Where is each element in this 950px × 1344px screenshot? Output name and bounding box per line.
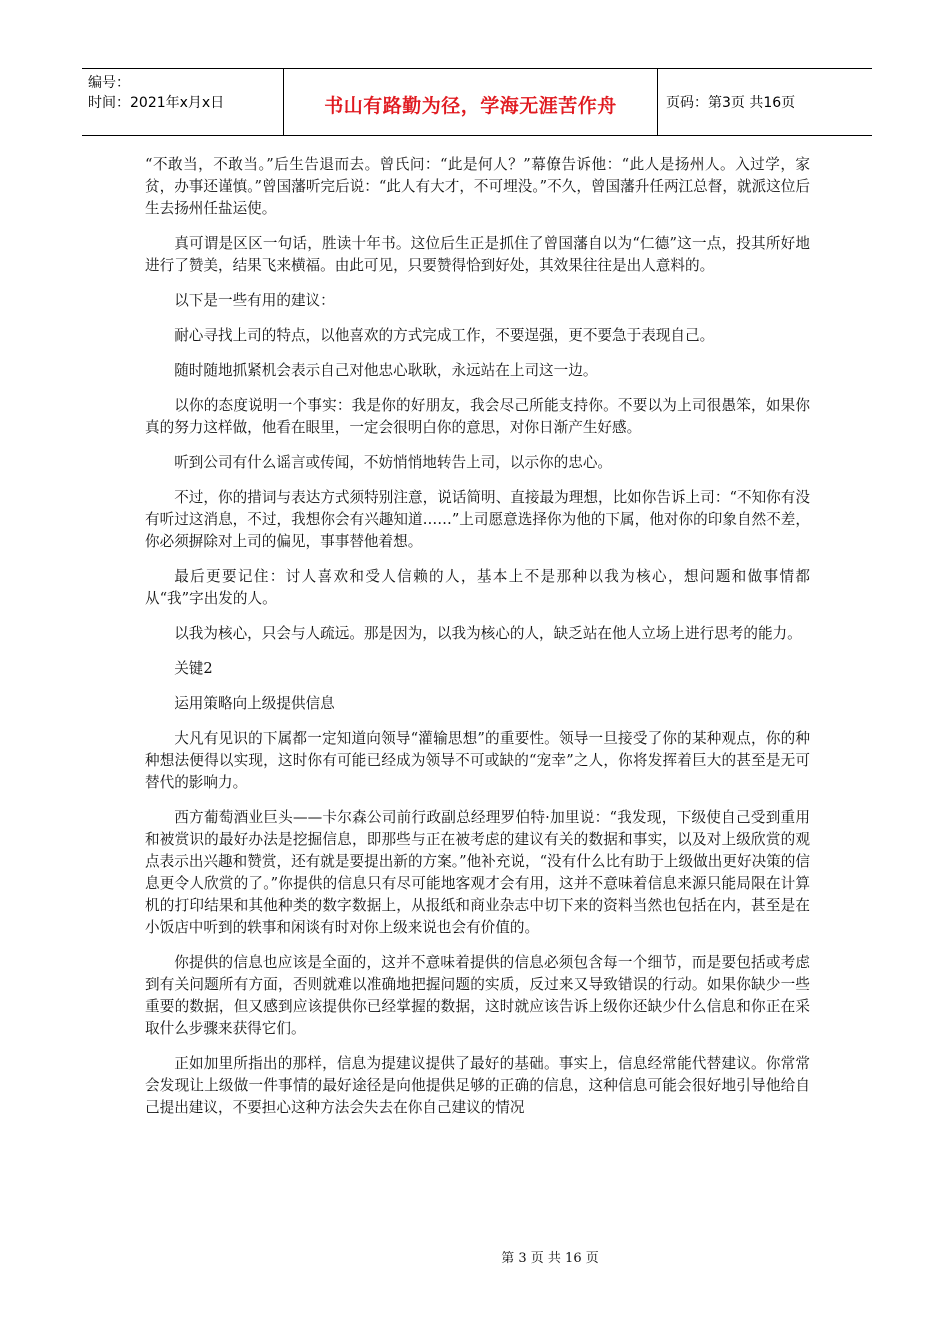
section-subheading: 运用策略向上级提供信息 xyxy=(174,695,335,712)
paragraph: 随时随地抓紧机会表示自己对他忠心耿耿，永远站在上司这一边。 xyxy=(174,362,598,379)
section-heading: 关键2 xyxy=(174,660,213,677)
document-number-label: 编号： xyxy=(88,75,130,91)
paragraph: 以我为核心，只会与人疏远。那是因为，以我为核心的人，缺乏站在他人立场上进行思考的能力。 xyxy=(174,625,802,642)
paragraph: 你提供的信息也应该是全面的，这并不意味着提供的信息必须包含每一个细节，而是要包括或考虑到有关问题所有方面，否则就难以准确地把握问题的实质，反过来又导致错误的行动。如果你缺少一些重要的数据，但又感到应该提供你已经掌握的数据，这时就应该告诉上级你还缺少什么信息和你正在采取什么步骤来获得它们。 xyxy=(145,954,810,1037)
paragraph: 真可谓是区区一句话，胜读十年书。这位后生正是抓住了曾国藩自以为“仁德”这一点，投其所好地进行了赞美，结果飞来横福。由此可见，只要赞得恰到好处，其效果往往是出人意料的。 xyxy=(145,235,810,274)
paragraph: 大凡有见识的下属都一定知道向领导“灌输思想”的重要性。领导一旦接受了你的某种观点，你的种种想法便得以实现，这时你有可能已经成为领导不可或缺的“宠幸”之人，你将发挥着巨大的甚至是无可替代的影响力。 xyxy=(145,730,810,791)
document-header xyxy=(82,68,872,136)
paragraph: 耐心寻找上司的特点，以他喜欢的方式完成工作，不要逞强，更不要急于表现自己。 xyxy=(174,327,715,344)
paragraph: 不过，你的措词与表达方式须特别注意，说话简明、直接最为理想，比如你告诉上司：“不知你有没有听过这消息，不过，我想你会有兴趣知道……”上司愿意选择你为他的下属，他对你的印象自然不差，你必须摒除对上司的偏见，事事替他着想。 xyxy=(145,489,810,550)
paragraph: 最后更要记住：讨人喜欢和受人信赖的人，基本上不是那种以我为核心，想问题和做事情都从“我”字出发的人。 xyxy=(145,568,810,607)
paragraph: 正如加里所指出的那样，信息为提建议提供了最好的基础。事实上，信息经常能代替建议。你常常会发现让上级做一件事情的最好途径是向他提供足够的正确的信息，这种信息可能会很好地引导他给自己提出建议，不要担心这种方法会失去在你自己建议的情况 xyxy=(145,1055,810,1116)
header-page-cell xyxy=(658,69,872,135)
paragraph: “不敢当，不敢当。”后生告退而去。曾氏问：“此是何人？”幕僚告诉他：“此人是扬州人。入过学，家贫，办事还谨慎。”曾国藩听完后说：“此人有大才，不可埋没。”不久，曾国藩升任两江总督，就派这位后生去扬州任盐运使。 xyxy=(145,156,810,217)
paragraph: 以下是一些有用的建议： xyxy=(174,292,335,309)
header-page-info: 页码：第3页 共16页 xyxy=(666,95,796,111)
header-motto-cell xyxy=(284,69,658,135)
footer-page-number: 第 3 页 共 16 页 xyxy=(501,1251,599,1266)
paragraph: 听到公司有什么谣言或传闻，不妨悄悄地转告上司，以示你的忠心。 xyxy=(174,454,613,471)
header-motto: 书山有路勤为径，学海无涯苦作舟 xyxy=(324,94,617,117)
header-meta-cell xyxy=(82,69,284,135)
document-date-label: 时间：2021年x月x日 xyxy=(88,95,225,111)
document-body xyxy=(145,154,810,1132)
paragraph: 以你的态度说明一个事实：我是你的好朋友，我会尽己所能支持你。不要以为上司很愚笨，如果你真的努力这样做，他看在眼里，一定会很明白你的意思，对你日渐产生好感。 xyxy=(145,397,810,436)
page-footer xyxy=(0,1247,950,1266)
paragraph: 西方葡萄酒业巨头——卡尔森公司前行政副总经理罗伯特·加里说：“我发现，下级使自己受到重用和被赏识的最好办法是挖掘信息，即那些与正在被考虑的建议有关的数据和事实，以及对上级欣赏的观点表示出兴趣和赞赏，还有就是要提出新的方案。”他补充说，“没有什么比有助于上级做出更好决策的信息更令人欣赏的了。”你提供的信息只有尽可能地客观才会有用，这并不意味着信息来源只能局限在计算机的打印结果和其他种类的数字数据上，从报纸和商业杂志中切下来的资料当然也包括在内，甚至是在小饭店中听到的轶事和闲谈有时对你上级来说也会有价值的。 xyxy=(145,809,810,936)
